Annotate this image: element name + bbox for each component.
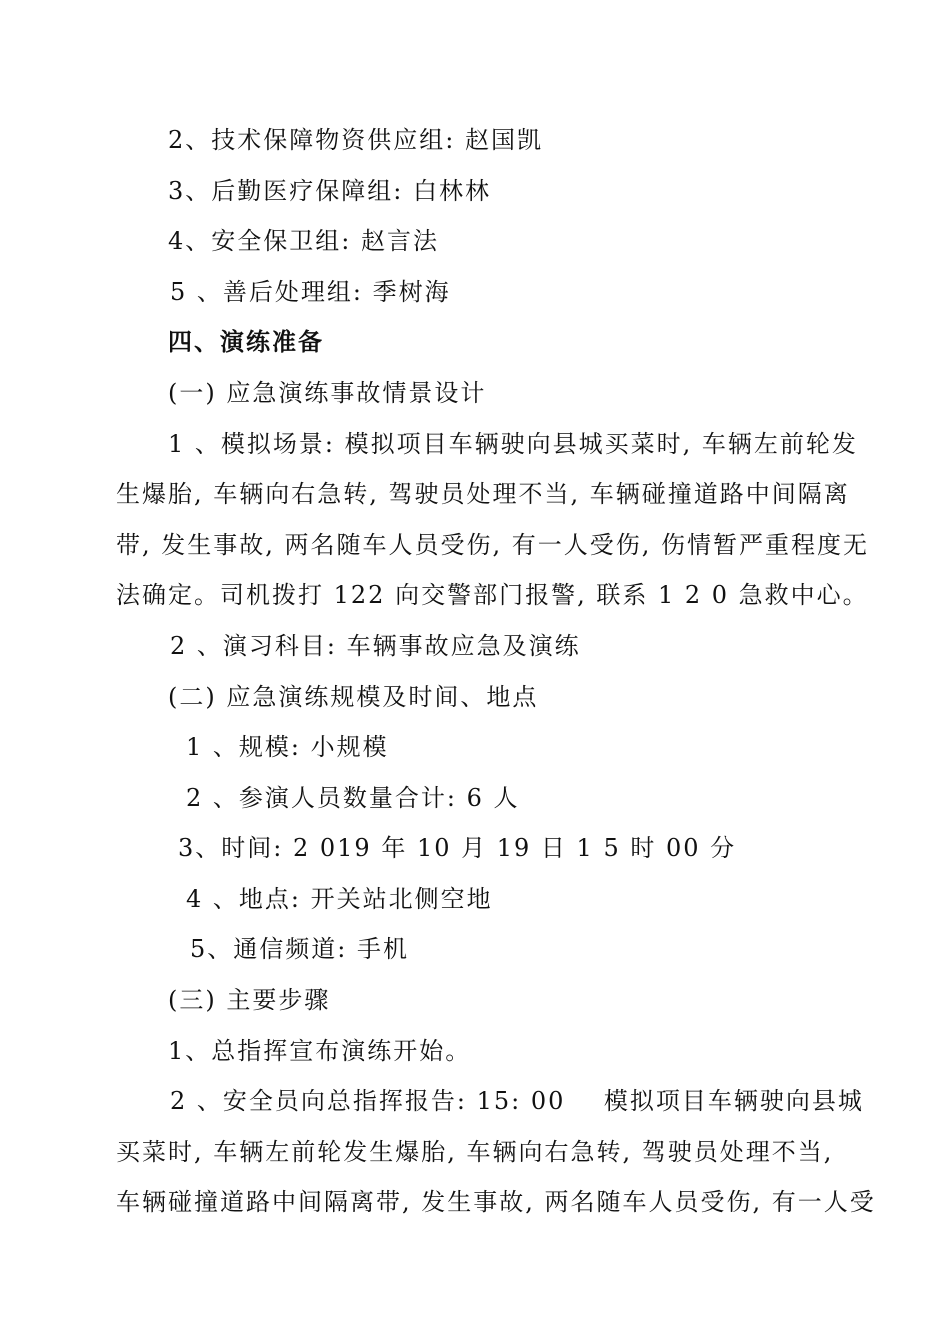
scale-line: 1 、规模: 小规模	[186, 733, 389, 761]
paragraph-line: 法确定。司机拨打 122 向交警部门报警, 联系 1 2 0 急救中心。	[116, 581, 869, 609]
step-line: 1、总指挥宣布演练开始。	[168, 1037, 472, 1065]
participants-line: 2 、参演人员数量合计: 6 人	[186, 784, 520, 812]
communication-channel-line: 5、通信频道: 手机	[190, 935, 409, 963]
team-item-2: 2、技术保障物资供应组: 赵国凯	[168, 126, 543, 154]
location-line: 4 、地点: 开关站北侧空地	[186, 885, 493, 913]
paragraph-line: 车辆碰撞道路中间隔离带, 发生事故, 两名随车人员受伤, 有一人受	[116, 1188, 876, 1216]
subsection-heading-scale-time-place: (二) 应急演练规模及时间、地点	[168, 683, 539, 711]
team-item-4: 4、安全保卫组: 赵言法	[168, 227, 439, 255]
subsection-heading-scenario-design: (一) 应急演练事故情景设计	[168, 379, 487, 407]
paragraph-line: 带, 发生事故, 两名随车人员受伤, 有一人受伤, 伤情暂严重程度无	[116, 531, 870, 559]
section-heading-drill-preparation: 四、演练准备	[168, 327, 324, 356]
team-item-5: 5 、善后处理组: 季树海	[170, 278, 451, 306]
paragraph-line: 生爆胎, 车辆向右急转, 驾驶员处理不当, 车辆碰撞道路中间隔离	[116, 480, 850, 508]
subsection-heading-main-steps: (三) 主要步骤	[168, 986, 331, 1014]
paragraph-line: 买菜时, 车辆左前轮发生爆胎, 车辆向右急转, 驾驶员处理不当,	[116, 1138, 834, 1166]
paragraph-line: 2 、安全员向总指挥报告: 15: 00 模拟项目车辆驶向县城	[170, 1087, 864, 1115]
time-line: 3、时间: 2 019 年 10 月 19 日 1 5 时 00 分	[178, 834, 737, 862]
drill-subject-line: 2 、演习科目: 车辆事故应急及演练	[170, 632, 581, 660]
paragraph-line: 1 、模拟场景: 模拟项目车辆驶向县城买菜时, 车辆左前轮发	[168, 430, 858, 458]
team-item-3: 3、后勤医疗保障组: 白林林	[168, 177, 491, 205]
